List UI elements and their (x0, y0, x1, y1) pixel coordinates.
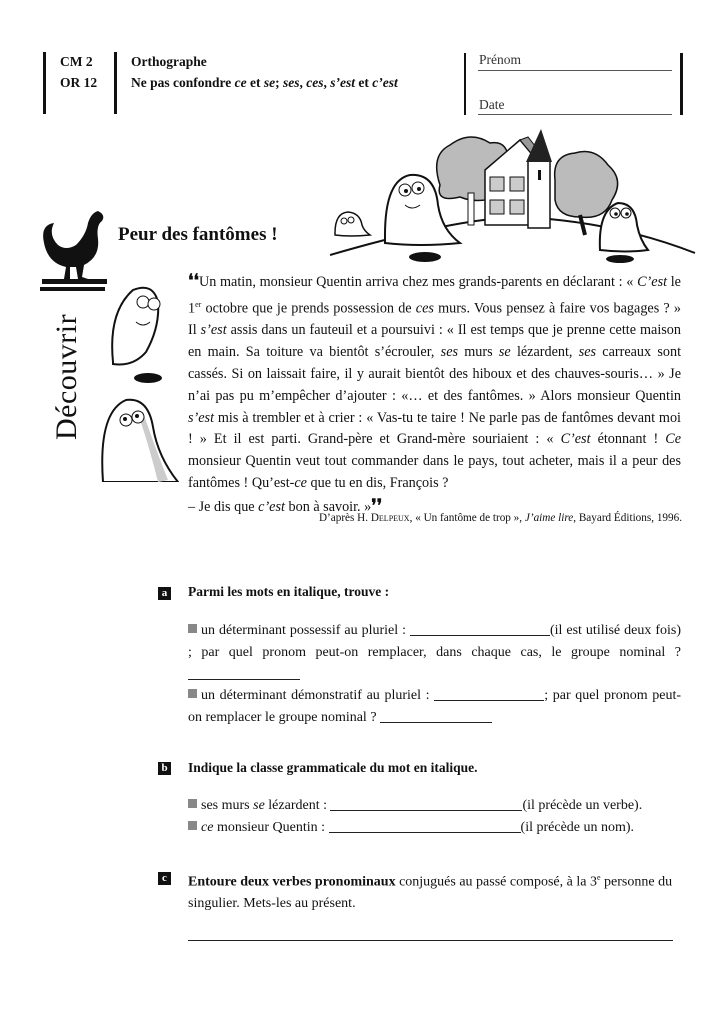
ghost-illustration (88, 282, 188, 482)
story-credit: D’après H. Delpeux, « Un fantôme de trop », J’aime lire, Bayard Éditions, 1996. (318, 512, 682, 524)
question-c-heading: Entoure deux verbes pronominaux conjugués au passé composé, à la 3e personne du singulier. Mets-les au présent. (188, 873, 673, 912)
question-c-badge: c (158, 872, 171, 885)
first-name-label: Prénom (479, 52, 521, 67)
question-b-item-2: ce monsieur Quentin : (il précède un nom). (188, 817, 681, 839)
close-quote-icon: ❜❜ (371, 495, 383, 515)
rooster-icon (36, 205, 111, 285)
question-b-badge: b (158, 762, 171, 775)
haunted-house-illustration (330, 125, 700, 265)
question-a-body (188, 620, 681, 729)
answer-blank[interactable] (330, 797, 522, 811)
ghost-icon (600, 203, 648, 263)
story-text (188, 270, 681, 519)
subject-label: Orthographe (131, 54, 207, 69)
question-b-item-1: ses murs se lézardent : (il précède un verbe). (188, 795, 681, 817)
first-name-field[interactable] (478, 70, 672, 71)
ghost-icon (335, 212, 370, 236)
fields-left-rule (464, 53, 466, 115)
level-label: CM 2 (60, 54, 93, 69)
level-block (60, 51, 97, 93)
answer-blank[interactable] (188, 666, 300, 680)
lesson-title: Ne pas confondre ce et se; ses, ces, s’est et c’est (131, 75, 398, 90)
question-a-heading: Parmi les mots en italique, trouve : (188, 584, 390, 599)
side-label: Découvrir (50, 313, 83, 440)
credit-author: Delpeux (370, 512, 410, 524)
question-b-heading: Indique la classe grammaticale du mot en italique. (188, 760, 478, 775)
date-field[interactable] (478, 114, 672, 115)
story-paragraph: – Je dis que c’est bon à savoir. »❜❜ (188, 495, 383, 515)
square-bullet-icon (188, 799, 197, 808)
credit-magazine: J’aime lire (524, 512, 574, 524)
answer-blank[interactable] (329, 819, 521, 833)
question-a-item-1: un déterminant possessif au pluriel : (il est utilisé deux fois) ; par quel pronom peut-on remplacer, dans chaque cas, le groupe nominal ? (188, 620, 681, 685)
square-bullet-icon (188, 689, 197, 698)
square-bullet-icon (188, 821, 197, 830)
answer-line[interactable] (188, 940, 673, 941)
question-b-body (188, 795, 681, 839)
ghost-icon (102, 400, 178, 482)
question-a-item-2: un déterminant démonstratif au pluriel : ; par quel pronom peut-on remplacer le groupe nominal ? (188, 688, 682, 726)
ghost-icon (112, 288, 162, 383)
answer-blank[interactable] (380, 709, 492, 723)
date-label: Date (479, 97, 505, 112)
question-a-badge: a (158, 587, 171, 600)
story-paragraph: ❛❛Un matin, monsieur Quentin arriva chez mes grands-parents en déclarant : « C’est le 1er octobre que je prends possession de ces murs. Vous pensez à faire vos bagages ? » Il s’est assis dans un fauteuil et a poursuivi : « Il est temps que je prenne cette maison en main. Sa toiture va bientôt s’écrouler, ses murs se lézardent, ses carreaux sont cassés. Si on laissait faire, il y aurait bientôt des hiboux et des chauves-souris… » Je n’ai pas pu m’empêcher d’ajouter : «… et des fantômes. » Alors monsieur Quentin s’est mis à trembler et à crier : « Vas-tu te taire ! Ne parle pas de fantômes devant moi ! » Et il est parti. Grand-père et Grand-mère souriaient : « C’est étonnant ! Ce monsieur Quentin veut tout commander dans le pays, tout acheter, mais il a peur des fantômes ! Qu’est-ce que tu en dis, François ? (188, 271, 682, 491)
section-title: Peur des fantômes ! (118, 224, 278, 245)
header-mid-rule (114, 52, 117, 114)
answer-blank[interactable] (410, 622, 550, 636)
answer-blank[interactable] (434, 687, 544, 701)
square-bullet-icon (188, 624, 197, 633)
lesson-block (131, 51, 398, 93)
header-left-rule (43, 52, 46, 114)
fields-right-rule (680, 53, 683, 115)
lesson-code: OR 12 (60, 75, 98, 90)
open-quote-icon: ❛❛ (188, 271, 199, 290)
